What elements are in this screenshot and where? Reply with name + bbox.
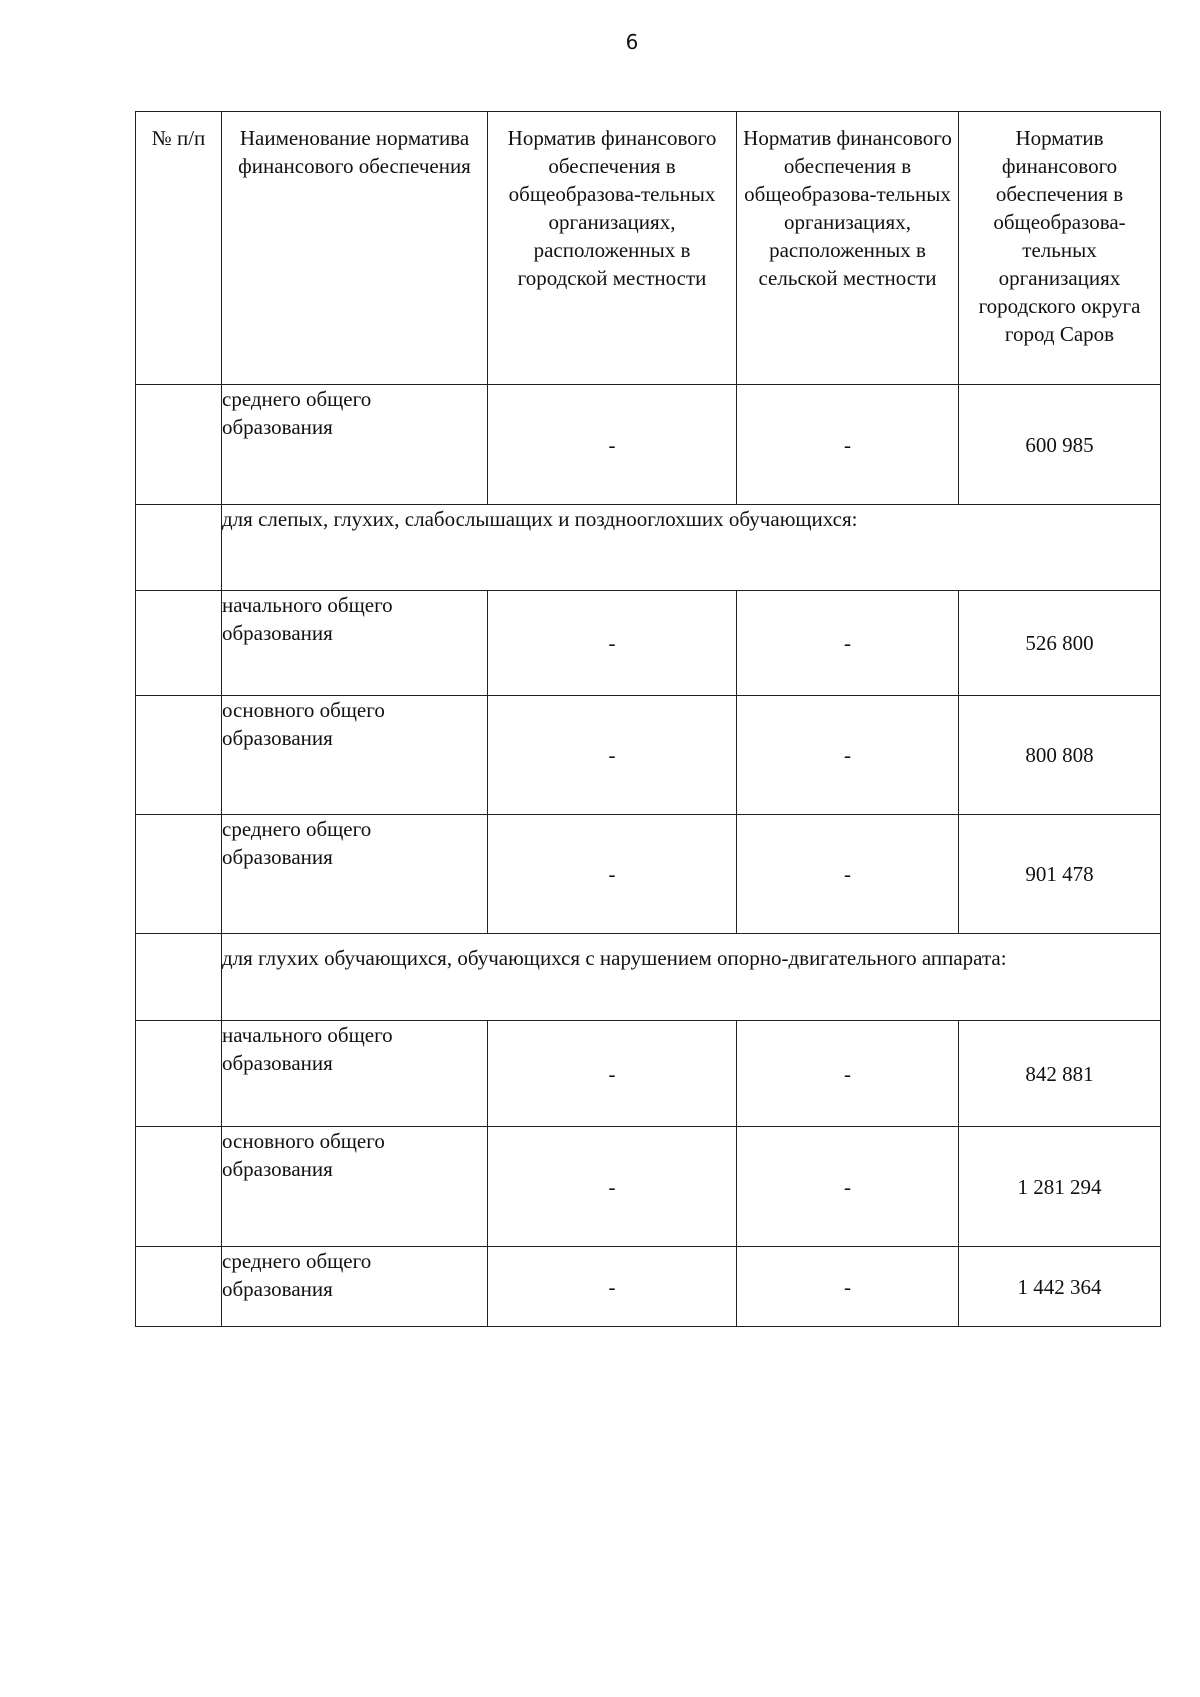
row-rural-cell: - [737,815,959,934]
row-rural-cell: - [737,385,959,505]
table-row [136,696,1161,815]
row-urban-cell: - [488,385,737,505]
row-sarov-cell: 1 281 294 [959,1127,1161,1247]
header-rural [737,112,959,385]
table-row [136,815,1161,934]
header-num [136,112,222,385]
row-sarov-cell: 901 478 [959,815,1161,934]
header-name [222,112,488,385]
row-rural-cell: - [737,591,959,696]
header-sarov [959,112,1161,385]
row-rural-cell: - [737,696,959,815]
group-title: для слепых, глухих, слабослышащих и позднооглохших обучающихся: [222,505,1161,591]
table-header-row [136,112,1161,385]
row-num-cell [136,1247,222,1327]
page-number: 6 [625,30,639,54]
row-rural-cell: - [737,1127,959,1247]
financial-norms-table [135,111,1161,1327]
header-name-label: Наименование норматива финансового обеспечения [238,126,471,178]
row-urban-cell: - [488,815,737,934]
row-sarov-cell: 800 808 [959,696,1161,815]
row-num-cell [136,696,222,815]
header-sarov-label: Норматив финансового обеспечения в общеобразова-тельных организациях городского округа город Саров [978,126,1141,346]
table-row [136,385,1161,505]
row-name-cell: среднего общего образования [222,815,488,934]
row-name-cell: основного общего образования [222,1127,488,1247]
row-num-cell [136,591,222,696]
row-urban-cell: - [488,696,737,815]
row-urban-cell: - [488,1127,737,1247]
row-num-cell [136,1021,222,1127]
row-num-cell [136,1127,222,1247]
table-group-row [136,934,1161,1021]
row-sarov-cell: 842 881 [959,1021,1161,1127]
row-name-cell: начального общего образования [222,591,488,696]
header-urban-label: Норматив финансового обеспечения в общеобразова-тельных организациях, расположенных в городской местности [507,126,717,290]
row-name-cell: среднего общего образования [222,1247,488,1327]
row-num-cell [136,815,222,934]
table-row [136,1127,1161,1247]
row-name-cell: среднего общего образования [222,385,488,505]
table-row [136,1021,1161,1127]
row-rural-cell: - [737,1021,959,1127]
header-rural-label: Норматив финансового обеспечения в общеобразова-тельных организациях, расположенных в сельской местности [743,126,952,290]
row-urban-cell: - [488,1021,737,1127]
row-num-cell [136,385,222,505]
row-sarov-cell: 600 985 [959,385,1161,505]
table-row [136,591,1161,696]
group-title: для глухих обучающихся, обучающихся с нарушением опорно-двигательного аппарата: [222,934,1161,1021]
row-num-cell [136,505,222,591]
row-sarov-cell: 1 442 364 [959,1247,1161,1327]
row-name-cell: основного общего образования [222,696,488,815]
row-urban-cell: - [488,591,737,696]
row-urban-cell: - [488,1247,737,1327]
row-rural-cell: - [737,1247,959,1327]
header-num-label: № п/п [151,126,206,150]
row-num-cell [136,934,222,1021]
header-urban [488,112,737,385]
row-sarov-cell: 526 800 [959,591,1161,696]
table-row [136,1247,1161,1327]
row-name-cell: начального общего образования [222,1021,488,1127]
table-group-row [136,505,1161,591]
